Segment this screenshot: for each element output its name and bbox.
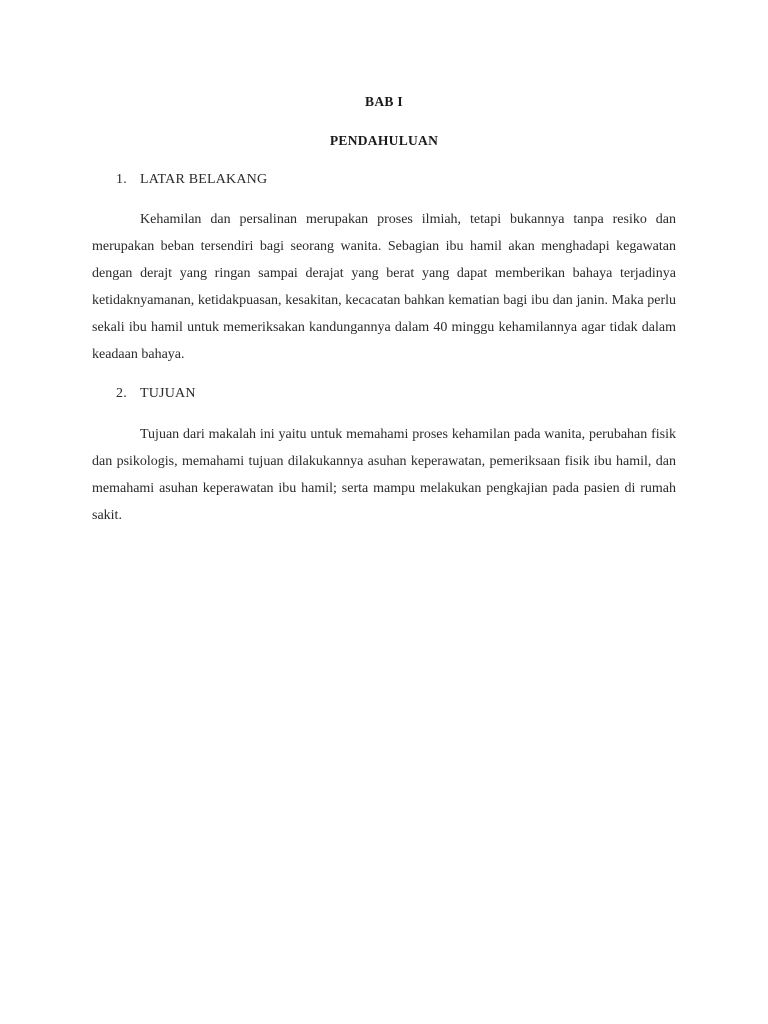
paragraph-latar-belakang: Kehamilan dan persalinan merupakan proses ilmiah, tetapi bukannya tanpa resiko dan merupakan beban tersendiri bagi seorang wanita. Sebagian ibu hamil akan menghadapi kegawatan dengan derajt yang ringan sampai derajat yang berat yang dapat memberikan bahaya terjadinya ketidaknyamanan, ketidakpuasan, kesakitan, kecacatan bahkan kematian bagi ibu dan janin. Maka perlu sekali ibu hamil untuk memeriksakan kandungannya dalam 40 minggu kehamilannya agar tidak dalam keadaan bahaya. — [92, 212, 676, 362]
paragraph-tujuan: Tujuan dari makalah ini yaitu untuk memahami proses kehamilan pada wanita, perubahan fisik dan psikologis, memahami tujuan dilakukannya asuhan keperawatan, pemeriksaan fisik ibu hamil, dan memahami asuhan keperawatan ibu hamil; serta mampu melakukan pengkajian pada pasien di rumah sakit. — [92, 427, 676, 523]
section-title: LATAR BELAKANG — [140, 172, 268, 187]
chapter-title: PENDAHULUAN — [329, 133, 439, 148]
section-heading-tujuan — [116, 386, 196, 402]
chapter-number: BAB I — [365, 94, 403, 109]
section-number: 2. — [116, 386, 127, 401]
section-title: TUJUAN — [140, 386, 196, 401]
section-number: 1. — [116, 172, 127, 187]
section-heading-latar-belakang — [116, 172, 267, 188]
